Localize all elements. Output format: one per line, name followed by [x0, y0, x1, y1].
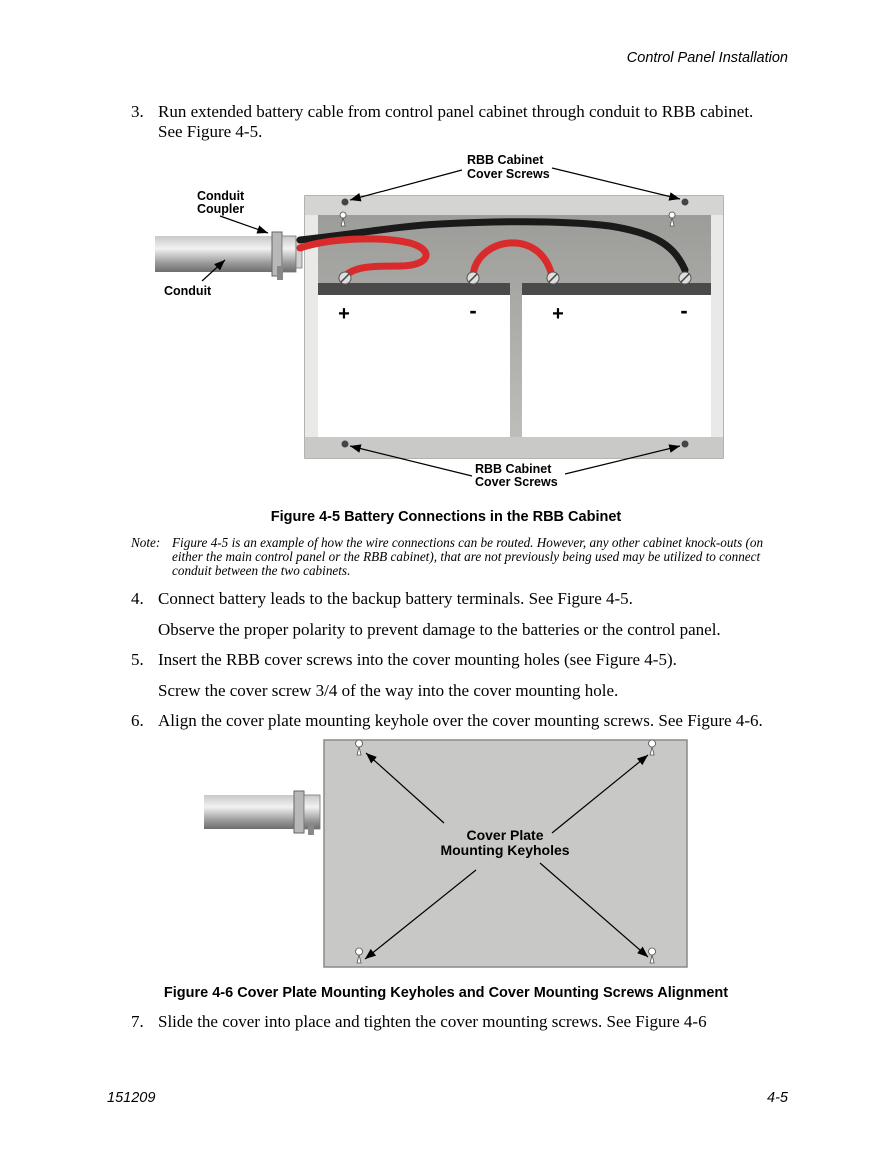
step-number: 3.: [131, 102, 144, 121]
step-text: Slide the cover into place and tighten the cover mounting screws. See Figure 4-6: [158, 1012, 707, 1031]
label-rbb-top-1: RBB Cabinet: [467, 153, 544, 167]
step-text: Connect battery leads to the backup battery terminals. See Figure 4-5.: [158, 589, 633, 608]
step-text: Run extended battery cable from control panel cabinet through conduit to RBB cabinet.: [158, 102, 754, 121]
label-conduit: Conduit: [164, 284, 212, 298]
label-coupler-1: Conduit: [197, 189, 245, 203]
figure-4-5-caption: Figure 4-5 Battery Connections in the RBB Cabinet: [270, 509, 622, 525]
terminal-plus-2: +: [552, 303, 564, 325]
step-4-detail: Observe the proper polarity to prevent damage to the batteries or the control panel.: [158, 620, 721, 639]
step-text: Align the cover plate mounting keyhole over the cover mounting screws. See Figure 4-6.: [158, 711, 763, 730]
label-coupler-2: Coupler: [197, 202, 245, 216]
label-rbb-bottom-2: Cover Screws: [475, 475, 558, 489]
step-text: Insert the RBB cover screws into the cover mounting holes (see Figure 4-5).: [158, 650, 677, 669]
terminal-plus-1: +: [338, 303, 350, 325]
terminal-minus-2: -: [680, 298, 688, 323]
running-header: Control Panel Installation: [626, 50, 788, 66]
step-number: 5.: [131, 650, 144, 669]
footer-doc-number: 151209: [107, 1090, 156, 1106]
figure-4-5-battery-connections: [140, 148, 740, 493]
footer-page-number: 4-5: [767, 1090, 788, 1106]
note-label: Note:: [131, 535, 161, 550]
label-rbb-bottom-1: RBB Cabinet: [475, 462, 552, 476]
terminal-minus-1: -: [469, 298, 477, 323]
step-number: 4.: [131, 589, 144, 608]
label-rbb-top-2: Cover Screws: [467, 167, 550, 181]
label-keyholes-1: Cover Plate: [466, 827, 544, 843]
figure-4-6-caption: Figure 4-6 Cover Plate Mounting Keyholes and Cover Mounting Screws Alignment: [163, 985, 729, 1001]
step-number: 7.: [131, 1012, 144, 1031]
step-3-continuation: See Figure 4-5.: [158, 122, 263, 141]
conduit-pipe: [155, 236, 275, 272]
step-5-detail: Screw the cover screw 3/4 of the way into the cover mounting hole.: [158, 681, 619, 700]
figure-4-6-cover-plate: [200, 737, 692, 972]
label-keyholes-2: Mounting Keyholes: [440, 842, 570, 858]
conduit-pipe: [204, 795, 296, 829]
note-body: Figure 4-5 is an example of how the wire connections can be routed. However, any other cabinet knock-outs (on either the main control panel or the RBB cabinet), that are not previously being used may be utilized to connect conduit between the two cabinets.: [172, 535, 764, 578]
step-number: 6.: [131, 711, 144, 730]
